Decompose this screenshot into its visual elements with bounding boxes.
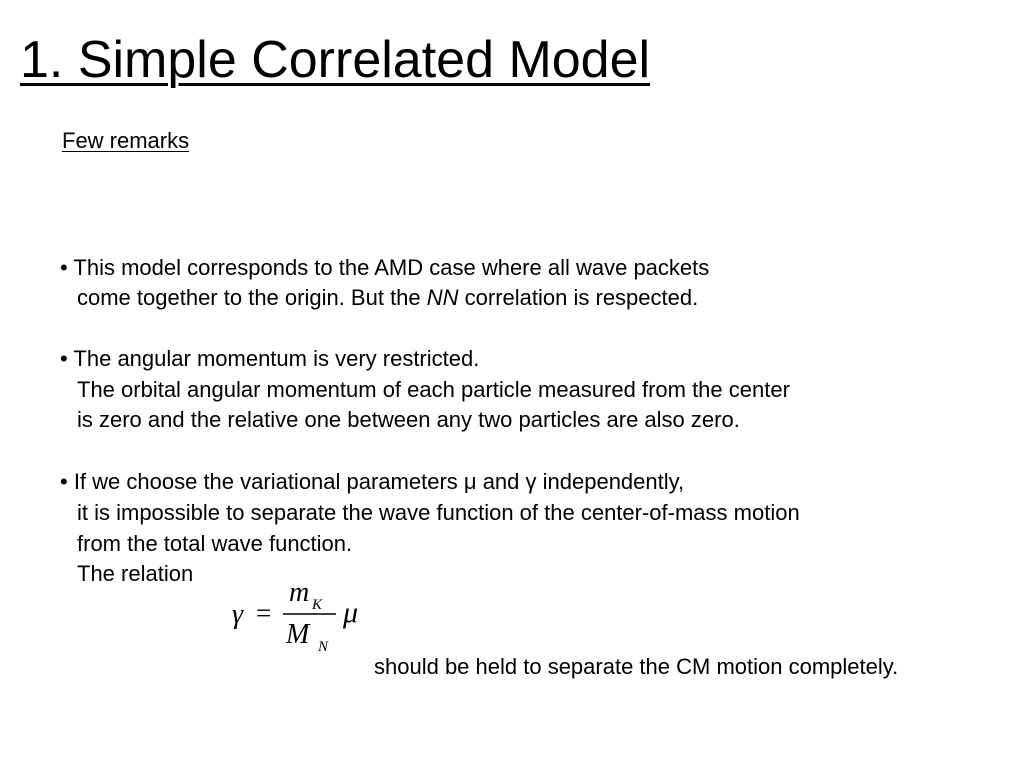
bullet-3-line-3: from the total wave function. [77, 531, 353, 556]
bullet-3-line-4: The relation [77, 561, 194, 586]
bullet-2-line-1: • The angular momentum is very restricted. [60, 346, 480, 371]
bullet-1-line-2-end: correlation is respected. [458, 285, 699, 310]
formula-numerator-subscript: K [312, 597, 323, 613]
bullet-3-line-5: should be held to separate the CM motion completely. [374, 654, 899, 679]
formula-denominator-m: M [286, 619, 310, 650]
bullet-3-line-1: • If we choose the variational parameters μ and γ independently, [60, 469, 685, 494]
bullet-2-line-3: is zero and the relative one between any two particles are also zero. [77, 407, 740, 432]
bullet-1-line-2 [77, 283, 698, 313]
bullet-2-line-2: The orbital angular momentum of each particle measured from the center [77, 377, 790, 402]
formula-numerator-m: m [289, 577, 310, 608]
formula-equals: = [256, 598, 272, 628]
slide-title: 1. Simple Correlated Model [20, 31, 651, 89]
section-subtitle: Few remarks [62, 128, 190, 153]
bullet-1-line-2-start: come together to the origin. But the [77, 285, 427, 310]
relation-formula [230, 575, 375, 660]
nn-italic-text: NN [426, 285, 459, 310]
formula-gamma: γ [232, 599, 244, 630]
formula-mu: μ [343, 596, 359, 629]
bullet-1-line-1: • This model corresponds to the AMD case where all wave packets [60, 255, 710, 280]
bullet-3-line-2: it is impossible to separate the wave function of the center-of-mass motion [77, 500, 800, 525]
formula-denominator-subscript: N [318, 639, 329, 655]
